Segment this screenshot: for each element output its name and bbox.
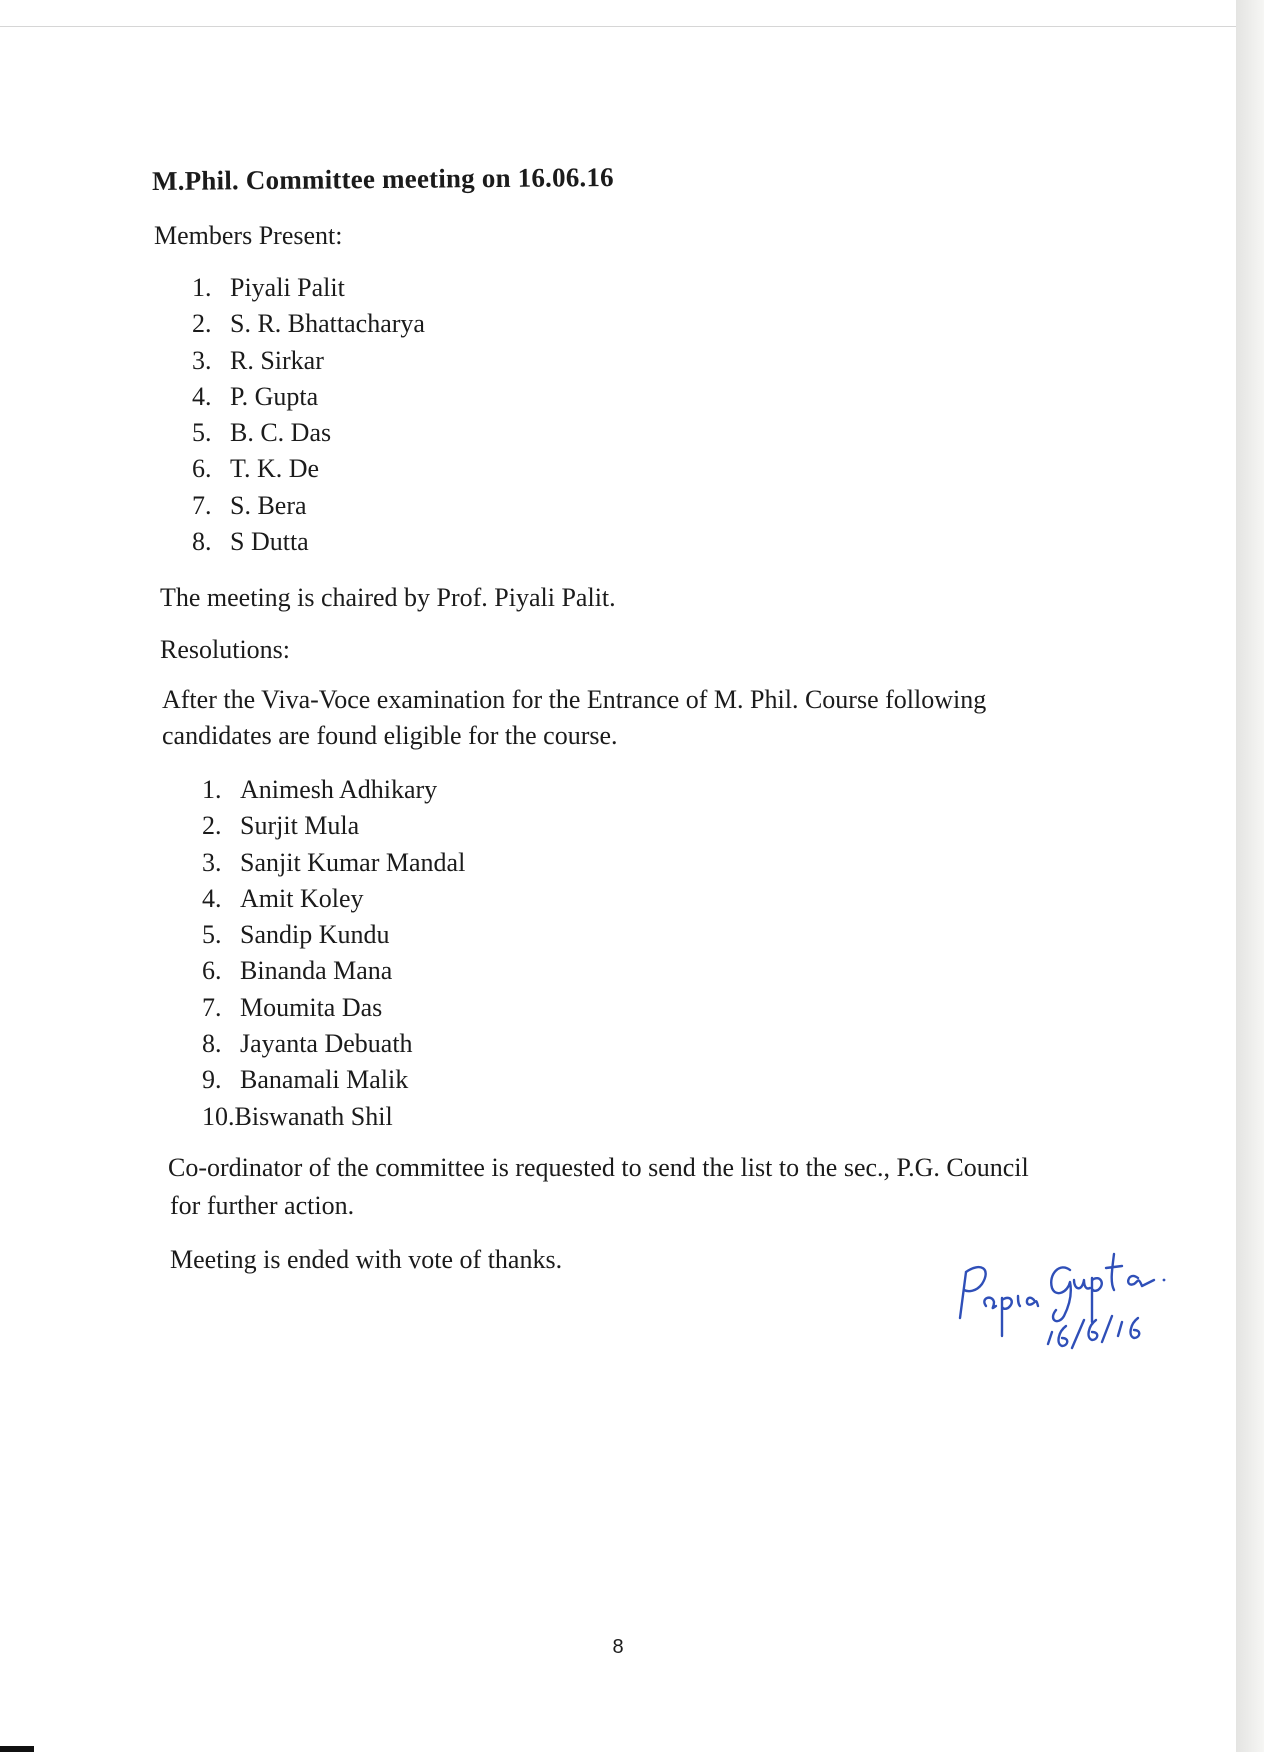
list-item: 5. Sandip Kundu	[202, 920, 390, 950]
scan-corner-mark	[0, 1746, 34, 1752]
resolution-text-line2: candidates are found eligible for the course.	[162, 721, 618, 750]
list-item: 5. B. C. Das	[192, 418, 332, 448]
list-item: 1. Animesh Adhikary	[202, 775, 438, 804]
page-number: 8	[612, 1636, 624, 1658]
list-item: 4. Amit Koley	[202, 883, 364, 913]
list-item: 6. Binanda Mana	[202, 956, 393, 986]
scan-artifact-line	[0, 26, 1236, 27]
resolutions-heading: Resolutions:	[160, 635, 291, 664]
members-heading: Members Present:	[154, 221, 343, 250]
list-item: 6. T. K. De	[192, 454, 320, 484]
list-item: 8. Jayanta Debuath	[202, 1029, 413, 1059]
list-item: 4. P. Gupta	[192, 381, 319, 411]
list-item: 10.Biswanath Shil	[202, 1101, 393, 1131]
scan-edge	[1236, 0, 1264, 1752]
candidates-list	[202, 772, 465, 1135]
list-item: 8. S Dutta	[192, 527, 309, 557]
members-list	[192, 270, 425, 560]
closing-statement: Meeting is ended with vote of thanks.	[170, 1245, 563, 1274]
list-item: 7. S. Bera	[192, 490, 307, 520]
page-title: M.Phil. Committee meeting on 16.06.16	[151, 161, 614, 196]
handwritten-signature	[952, 1240, 1212, 1370]
signature-strokes	[960, 1254, 1165, 1348]
resolution-text-line1: After the Viva-Voce examination for the Entrance of M. Phil. Course following	[162, 685, 987, 714]
list-item: 9. Banamali Malik	[202, 1065, 409, 1095]
list-item: 2. Surjit Mula	[202, 811, 360, 841]
coordinator-text-line2: for further action.	[170, 1191, 355, 1220]
coordinator-text-line1: Co-ordinator of the committee is requested to send the list to the sec., P.G. Council	[168, 1153, 1029, 1182]
list-item: 1. Piyali Palit	[192, 273, 345, 302]
list-item: 3. Sanjit Kumar Mandal	[202, 847, 466, 877]
chair-statement: The meeting is chaired by Prof. Piyali Palit.	[160, 583, 616, 612]
list-item: 3. R. Sirkar	[192, 345, 324, 375]
list-item: 7. Moumita Das	[202, 992, 383, 1022]
list-item: 2. S. R. Bhattacharya	[192, 309, 425, 339]
